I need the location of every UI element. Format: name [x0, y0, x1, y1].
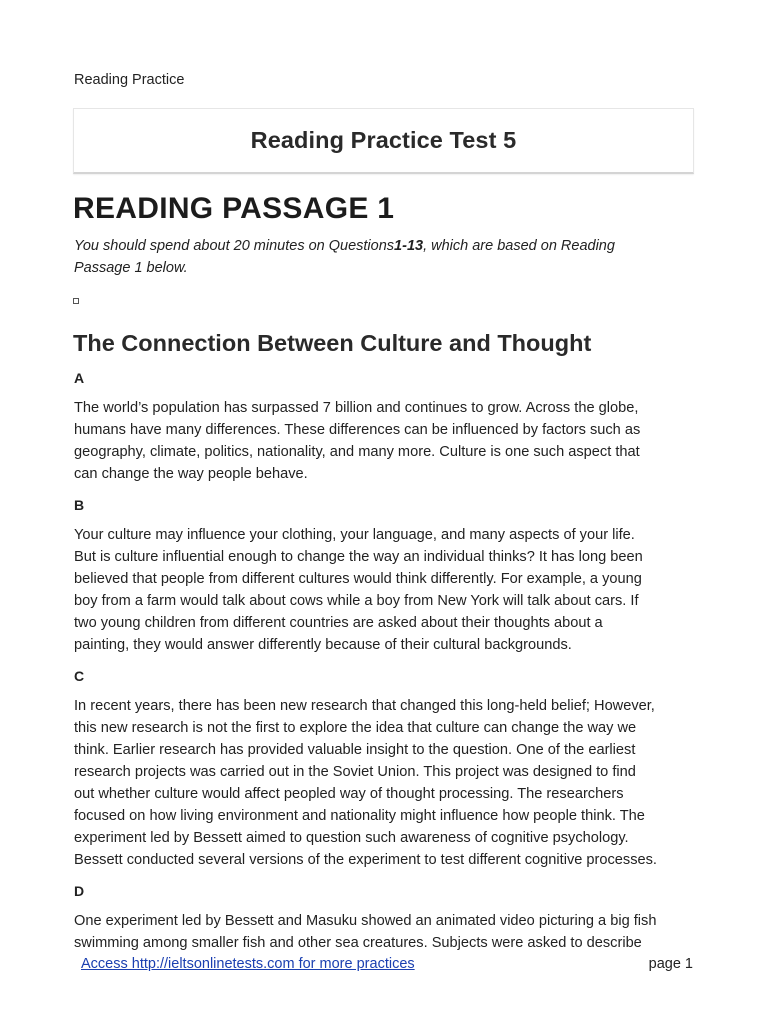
section-letter-a: A [74, 370, 85, 386]
paragraph-line: humans have many differences. These differences can be influenced by factors such as [74, 422, 641, 438]
paragraph-line: But is culture influential enough to change the way an individual thinks? It has long been [74, 549, 643, 565]
paragraph-line: believed that people from different cultures would think differently. For example, a young [74, 571, 642, 587]
article-title: The Connection Between Culture and Thought [73, 330, 592, 356]
page-number: page 1 [648, 956, 693, 972]
page-footer [0, 953, 768, 977]
paragraph-line: this new research is not the first to explore the idea that culture can change the way we [74, 720, 637, 736]
instructions-text: You should spend about 20 minutes on Questions [74, 238, 395, 254]
paragraph-line: boy from a farm would talk about cows while a boy from New York will talk about cars. If [74, 593, 639, 609]
paragraph-c [74, 695, 699, 871]
section-letter-d: D [74, 883, 85, 899]
image-placeholder-icon [73, 298, 79, 304]
paragraph-line: two young children from different countries are asked about their thoughts about a [74, 615, 603, 631]
paragraph-line: Bessett conducted several versions of the experiment to test different cognitive processes. [74, 852, 657, 868]
instructions [74, 235, 674, 279]
paragraph-line: swimming among smaller fish and other sea creatures. Subjects were asked to describe [74, 935, 642, 951]
section-letter-c: C [74, 668, 85, 684]
paragraph-line: In recent years, there has been new research that changed this long-held belief; However, [74, 698, 655, 714]
paragraph-b [74, 524, 699, 656]
paragraph-line: out whether culture would affect peopled way of thought processing. The researchers [74, 786, 624, 802]
paragraph-line: think. Earlier research has provided valuable insight to the question. One of the earliest [74, 742, 636, 758]
paragraph-a [74, 397, 699, 485]
passage-heading: READING PASSAGE 1 [73, 192, 395, 225]
paragraph-d [74, 910, 699, 954]
paragraph-line: geography, climate, politics, nationality, and many more. Culture is one such aspect that [74, 444, 640, 460]
section-letter-b: B [74, 497, 85, 513]
instructions-line-2: Passage 1 below. [74, 260, 188, 276]
instructions-text-cont: , which are based on Reading [423, 238, 615, 254]
running-header: Reading Practice [74, 72, 185, 88]
paragraph-line: painting, they would answer differently because of their cultural backgrounds. [74, 637, 572, 653]
paragraph-line: Your culture may influence your clothing, your language, and many aspects of your life. [74, 527, 635, 543]
paragraph-line: experiment led by Bessett aimed to question such awareness of cognitive psychology. [74, 830, 629, 846]
paragraph-line: One experiment led by Bessett and Masuku showed an animated video picturing a big fish [74, 913, 657, 929]
question-range: 1-13 [394, 238, 424, 254]
paragraph-line: The world’s population has surpassed 7 billion and continues to grow. Across the globe, [74, 400, 639, 416]
test-title-box [73, 108, 694, 174]
test-title: Reading Practice Test 5 [250, 127, 517, 153]
paragraph-line: focused on how living environment and nationality might influence how people think. The [74, 808, 645, 824]
paragraph-line: research projects was carried out in the Soviet Union. This project was designed to find [74, 764, 636, 780]
paragraph-line: can change the way people behave. [74, 466, 308, 482]
practice-site-link[interactable]: Access http://ieltsonlinetests.com for more practices [81, 956, 415, 972]
